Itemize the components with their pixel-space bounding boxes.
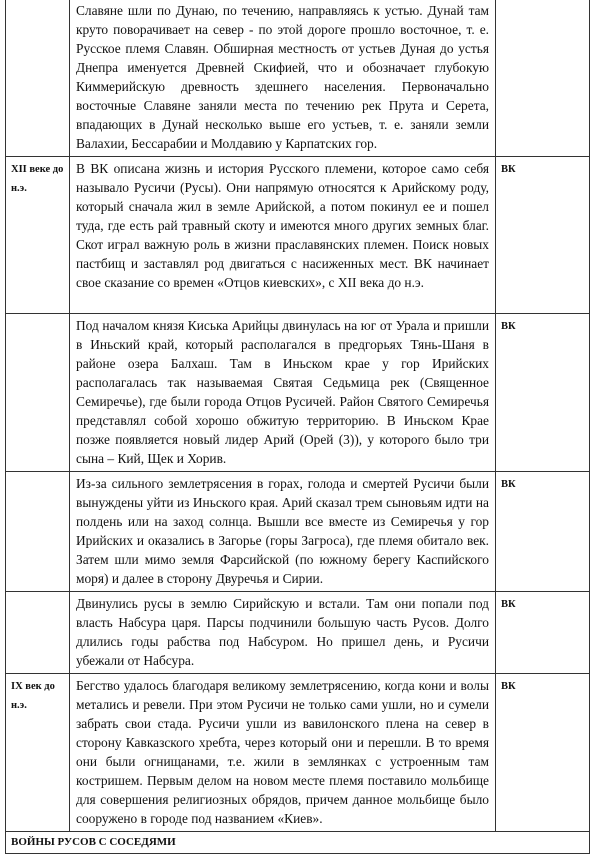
source-cell <box>496 0 590 157</box>
table-row <box>6 0 590 157</box>
date-cell: IX век до н.э. <box>6 674 70 832</box>
text-cell <box>70 592 496 674</box>
date-cell <box>6 472 70 592</box>
row-text: В ВК описана жизнь и история Русского племени, которое само себя называло Русичи (Русы). Они напрямую относятся к Арийскому роду, который сначала жил в земле Арийской, а потом покинул ее и пошел туда, где есть рай травный скоту и имеются много других земных благ. Скот играл важную роль в жизни праславянских племен. Поиск новых пастбищ и заставлял род двигаться с насиженных мест. ВК начинает свое сказание со времен «Отцов киевских», с XII века до н.э. <box>76 161 489 290</box>
table-row <box>6 592 590 674</box>
row-text: Из-за сильного землетрясения в горах, голода и смертей Русичи были вынуждены уйти из Иньского края. Арий сказал трем сыновьям идти на полдень или на заход солнца. Вышли все вместе из Семиречья у гор Ирийских и оказались в Загорье (горы Загроса), где племя обитало век. Затем шли мимо земля Фарсийской (по южному берегу Каспийского моря) и далее в сторону Двуречья и Сирии. <box>76 476 489 586</box>
date-cell: XII веке до н.э. <box>6 157 70 314</box>
text-cell <box>70 157 496 314</box>
source-cell: ВК <box>496 157 590 314</box>
section-heading: ВОЙНЫ РУСОВ С СОСЕДЯМИ <box>6 832 590 854</box>
text-cell <box>70 674 496 832</box>
section-row <box>6 832 590 854</box>
table-row <box>6 314 590 472</box>
table-row <box>6 472 590 592</box>
row-text: Бегство удалось благодаря великому землетрясению, когда кони и волы метались и ревели. При этом Русичи не только сами ушли, но и сумели забрать свои стада. Русичи ушли из вавилонского плена на север в сторону Кавказского хребта, через который они и перешли. В то время они были огнищанами, т.е. жили в землянках с устроенным там костришем. Первым делом на новом месте племя поставило мольбище для совершения религиозных обрядов, причем данное мольбище было сооружено в городе под названием «Киев». <box>76 678 489 826</box>
text-cell <box>70 314 496 472</box>
source-cell: ВК <box>496 472 590 592</box>
source-cell: ВК <box>496 674 590 832</box>
table-row <box>6 157 590 314</box>
date-cell <box>6 314 70 472</box>
text-cell <box>70 472 496 592</box>
row-text: Под началом князя Киська Арийцы двинулась на юг от Урала и пришли в Иньский край, который располагался в предгорьях Тянь-Шаня в районе озера Балхаш. Там в Иньском крае у гор Ирийских располагалась так называемая Святая Седьмица рек (Священное Семиречье), где были города Отцов Русичей. Район Святого Семиречья представлял собой хорошо обжитую территорию. В Иньском Крае позже появляется новый лидер Арий (Орей (3)), у которого было три сына – Кий, Щек и Хорив. <box>76 318 489 466</box>
row-text: Двинулись русы в землю Сирийскую и встали. Там они попали под власть Набсура царя. Парсы подчинили большую часть Русов. Долго длились годы рабства под Набсуром. Но пришел день, и Русичи убежали от Набсура. <box>76 596 489 668</box>
date-cell <box>6 0 70 157</box>
table-row <box>6 674 590 832</box>
chronology-table <box>5 0 590 854</box>
text-cell <box>70 0 496 157</box>
row-text: Славяне шли по Дунаю, по течению, направляясь к устью. Дунай там круто поворачивает на север - по этой дороге прошло восточное, т. е. Русское племя Славян. Обширная местность от устьев Дуная до устья Днепра именуется Древней Скифией, что и обозначает глубокую Киммерийскую древность здешнего населения. Первоначально восточные Славяне заняли места по течению рек Прута и Серета, впадающих в Дунай несколько выше его устьев, т. е. заняли земли Валахии, Бессарабии и Молдавию у Карпатских гор. <box>76 3 489 151</box>
date-cell <box>6 592 70 674</box>
source-cell: ВК <box>496 314 590 472</box>
source-cell: ВК <box>496 592 590 674</box>
